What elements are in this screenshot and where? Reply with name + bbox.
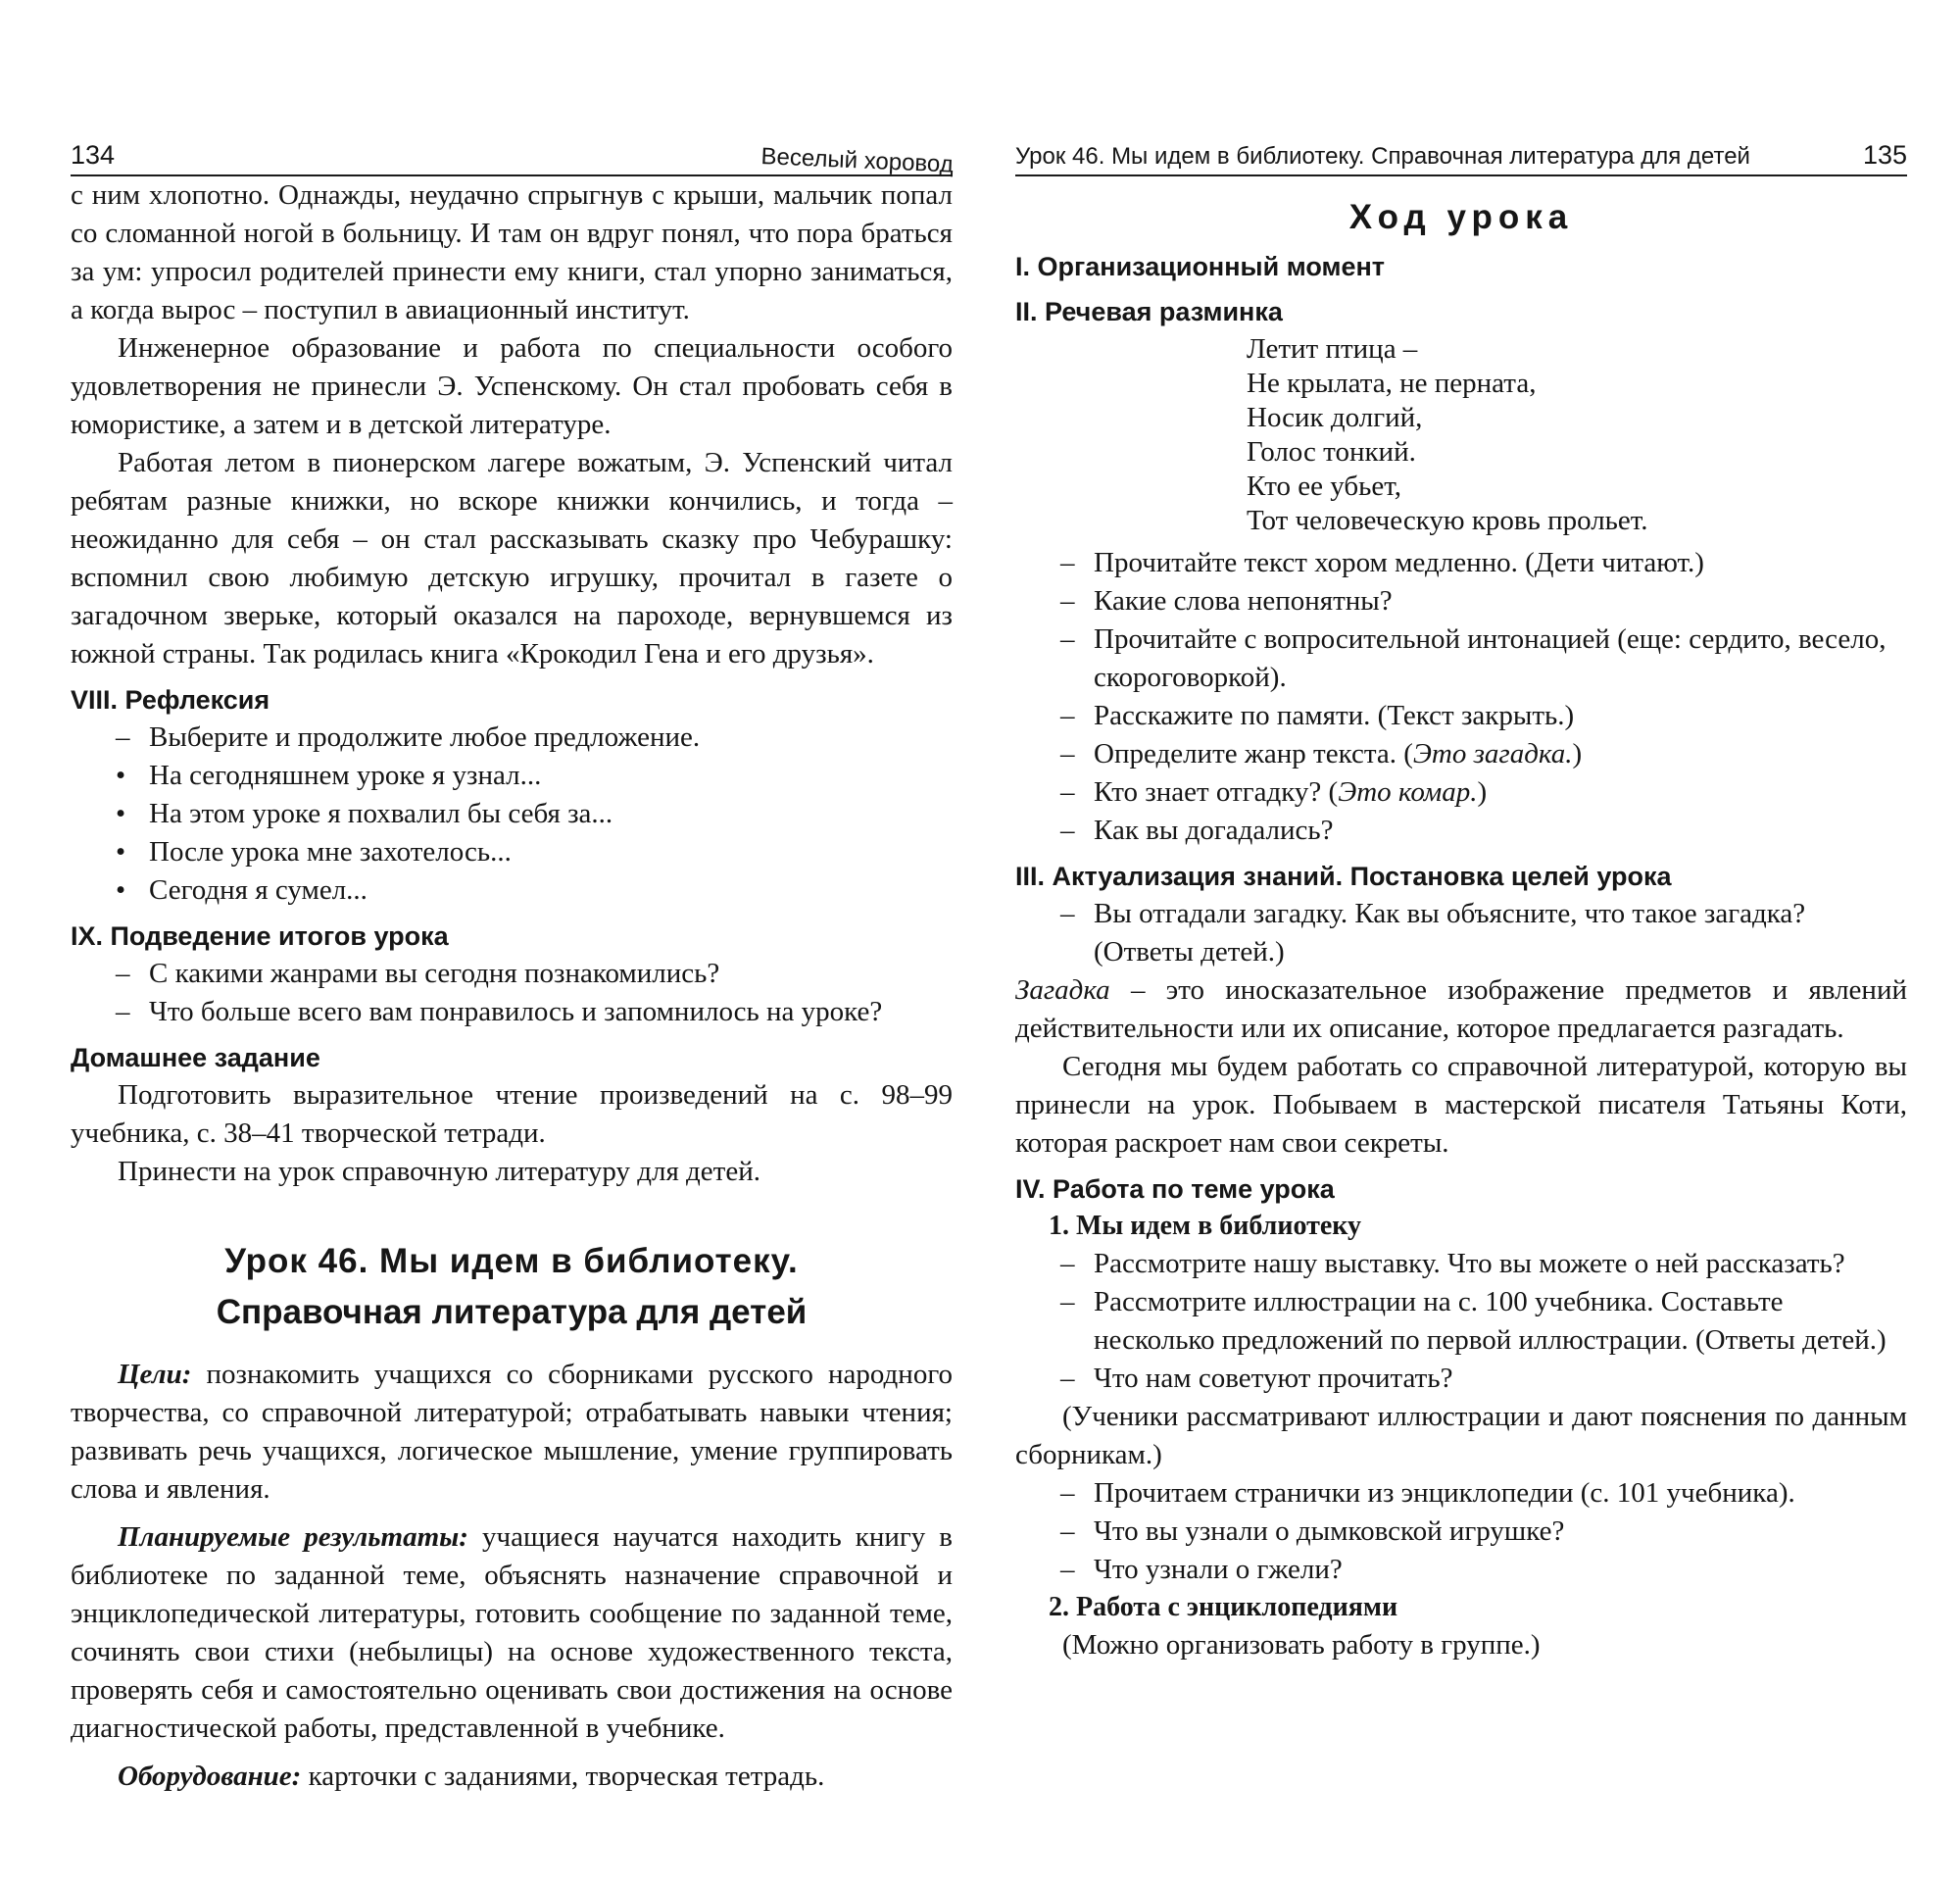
dash-marker: – <box>1060 738 1075 769</box>
dash-marker: – <box>1060 1515 1075 1547</box>
list-item: – Что вы узнали о дымковской игрушке? <box>1015 1513 1907 1551</box>
list-item: – Кто знает отгадку? (Это комар.) <box>1015 773 1907 812</box>
students-note: (Ученики рассматривают иллюстрации и дают пояснения по данным сборникам.) <box>1015 1401 1907 1470</box>
equipment-paragraph <box>71 1758 953 1796</box>
list-item: – Какие слова непонятны? <box>1015 582 1907 620</box>
intro-paragraph-2: Инженерное образование и работа по специальности особого удовлетворения не принесли Э. Успенскому. Он стал пробовать себя в юмористике, а затем и в детской литературе. <box>71 332 953 440</box>
list-item: – Рассмотрите иллюстрации на с. 100 учебника. Составьте несколько предложений по первой иллюстрации. (Ответы детей.) <box>1015 1283 1907 1360</box>
right-page-body <box>1015 198 1907 1664</box>
dash-marker: – <box>1060 1286 1075 1317</box>
right-page-header <box>1015 127 1907 176</box>
dash-marker: – <box>1060 700 1075 731</box>
goals-text: познакомить учащихся со сборниками русского народного творчества, со справочной литературой; отрабатывать навыки чтения; развивать речь учащихся, логическое мышление, умение группировать слова и явления. <box>71 1359 953 1505</box>
riddle-poem <box>1015 332 1907 538</box>
running-head-right: Урок 46. Мы идем в библиотеку. Справочная литература для детей <box>1015 143 1750 170</box>
section-warmup-heading: II. Речевая разминка <box>1015 297 1283 326</box>
bullet-marker: • <box>116 836 126 868</box>
list-item: – Определите жанр текста. (Это загадка.) <box>1015 735 1907 773</box>
lesson-title-line-2: Справочная литература для детей <box>216 1293 808 1331</box>
list-item: • После урока мне захотелось... <box>71 833 953 871</box>
left-page-header <box>71 127 953 176</box>
equipment-label: Оборудование: <box>118 1761 302 1792</box>
dash-marker: – <box>1060 1477 1075 1509</box>
dash-marker: – <box>116 996 130 1027</box>
list-item: – Выберите и продолжите любое предложение. <box>71 719 953 757</box>
results-label: Планируемые результаты: <box>118 1521 468 1553</box>
results-text: учащиеся научатся находить книгу в библиотеке по заданной теме, объяснять назначение справочной и энциклопедической литературы, готовить сообщение по заданной теме, сочинять свои стихи (небылицы) на основе художественного текста, проверять себя и самостоятельно оценивать свои достижения на основе диагностической работы, представленной в учебнике. <box>71 1521 953 1744</box>
section-main-work-heading: IV. Работа по теме урока <box>1015 1174 1335 1204</box>
poem-line: Кто ее убьет, <box>1247 471 1401 502</box>
homework-paragraph-2: Принести на урок справочную литературу для детей. <box>118 1156 760 1187</box>
dash-marker: – <box>1060 898 1075 929</box>
page-number-left: 134 <box>71 140 116 170</box>
list-item: – Что узнали о гжели? <box>1015 1551 1907 1589</box>
lesson-title-line-1: Урок 46. Мы идем в библиотеку. <box>224 1242 799 1280</box>
poem-line: Голос тонкий. <box>1247 436 1416 468</box>
list-item: – Как вы догадались? <box>1015 812 1907 850</box>
poem-line: Не крылата, не перната, <box>1247 368 1537 399</box>
riddle-definition: Загадка – это иносказательное изображение предметов и явлений действительности или их описание, которое предлагается разгадать. <box>1015 974 1907 1044</box>
list-item: – Рассмотрите нашу выставку. Что вы можете о ней рассказать? <box>1015 1245 1907 1283</box>
left-page-body <box>71 176 953 1796</box>
group-work-note: (Можно организовать работу в группе.) <box>1062 1629 1541 1661</box>
equipment-text: карточки с заданиями, творческая тетрадь. <box>308 1761 825 1792</box>
subsection-library-heading: 1. Мы идем в библиотеку <box>1049 1211 1362 1241</box>
homework-paragraph-1: Подготовить выразительное чтение произведений на с. 98–99 учебника, с. 38–41 творческой тетради. <box>71 1079 953 1149</box>
intro-paragraph-3: Работая летом в пионерском лагере вожатым, Э. Успенский читал ребятам разные книжки, но вскоре книжки кончились, и тогда – неожиданно для себя – он стал рассказывать сказку про Чебурашку: вспомнил свою любимую детскую игрушку, прочитал в газете о загадочном зверьке, который оказался на пароходе, вернувшемся из южной страны. Так родилась книга «Крокодил Гена и его друзья». <box>71 447 953 670</box>
section-actualization-heading: III. Актуализация знаний. Постановка целей урока <box>1015 862 1672 891</box>
poem-line: Носик долгий, <box>1247 402 1423 433</box>
dash-marker: – <box>1060 815 1075 846</box>
homework-heading: Домашнее задание <box>71 1043 320 1072</box>
list-item: – Прочитайте текст хором медленно. (Дети читают.) <box>1015 544 1907 582</box>
list-item: – Вы отгадали загадку. Как вы объясните, что такое загадка? (Ответы детей.) <box>1015 895 1907 971</box>
dash-marker: – <box>1060 585 1075 617</box>
list-item: • Сегодня я сумел... <box>71 871 953 910</box>
list-item: – Прочитаем странички из энциклопедии (с. 101 учебника). <box>1015 1474 1907 1513</box>
lesson-progress-title: Ход урока <box>1348 198 1574 236</box>
section-reflection-heading: VIII. Рефлексия <box>71 685 270 715</box>
bullet-marker: • <box>116 874 126 906</box>
page-number-right: 135 <box>1862 140 1907 170</box>
riddle-term: Загадка <box>1015 974 1110 1006</box>
lesson-title <box>71 1236 953 1338</box>
section-summary-heading: IX. Подведение итогов урока <box>71 921 449 951</box>
dash-marker: – <box>1060 1248 1075 1279</box>
list-item: • На сегодняшнем уроке я узнал... <box>71 757 953 795</box>
poem-line: Тот человеческую кровь прольет. <box>1247 505 1648 536</box>
list-item: – Что нам советуют прочитать? <box>1015 1360 1907 1398</box>
bullet-marker: • <box>116 798 126 829</box>
list-item: – Расскажите по памяти. (Текст закрыть.) <box>1015 697 1907 735</box>
dash-marker: – <box>116 958 130 989</box>
dash-marker: – <box>1060 776 1075 808</box>
bullet-marker: • <box>116 760 126 791</box>
results-paragraph <box>71 1518 953 1748</box>
list-item: – С какими жанрами вы сегодня познакомились? <box>71 955 953 993</box>
goals-paragraph <box>71 1356 953 1509</box>
dash-marker: – <box>1060 1363 1075 1394</box>
section-organizational-heading: I. Организационный момент <box>1015 252 1385 281</box>
dash-marker: – <box>116 721 130 753</box>
dash-marker: – <box>1060 623 1075 655</box>
poem-line: Летит птица – <box>1247 333 1418 365</box>
left-page <box>71 127 953 1796</box>
list-item: – Что больше всего вам понравилось и запомнилось на уроке? <box>71 993 953 1031</box>
intro-paragraph-1: с ним хлопотно. Однажды, неудачно спрыгнув с крыши, мальчик попал со сломанной ногой в больницу. И там он вдруг понял, что пора браться за ум: упросил родителей принести ему книги, стал упорно заниматься, а когда вырос – поступил в авиационный институт. <box>71 179 953 325</box>
running-head-left: Веселый хоровод <box>760 143 955 178</box>
dash-marker: – <box>1060 547 1075 578</box>
dash-marker: – <box>1060 1554 1075 1585</box>
list-item: – Прочитайте с вопросительной интонацией (еще: сердито, весело, скороговоркой). <box>1015 620 1907 697</box>
today-paragraph: Сегодня мы будем работать со справочной литературой, которую вы принесли на урок. Побываем в мастерской писателя Татьяны Коти, которая раскроет нам свои секреты. <box>1015 1051 1907 1159</box>
right-page <box>1015 127 1907 1664</box>
goals-label: Цели: <box>118 1359 192 1390</box>
subsection-encyclopedias-heading: 2. Работа с энциклопедиями <box>1049 1592 1398 1622</box>
list-item: • На этом уроке я похвалил бы себя за... <box>71 795 953 833</box>
